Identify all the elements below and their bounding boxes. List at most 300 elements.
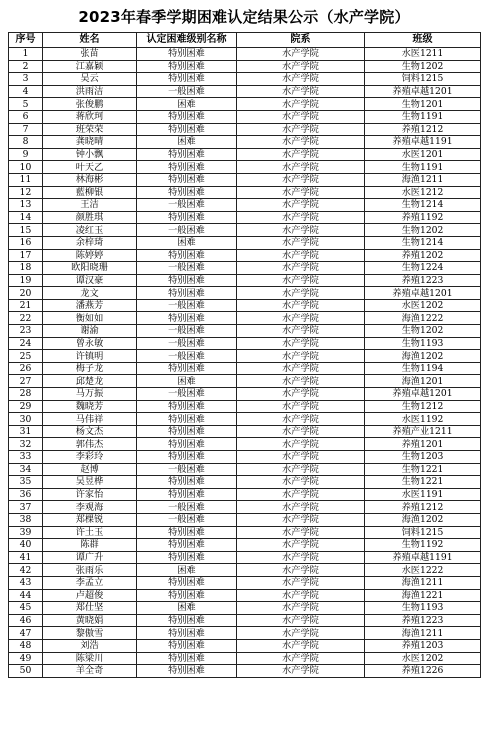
- cell-department: 水产学院: [237, 224, 365, 237]
- cell-seq: 11: [9, 173, 43, 186]
- table-row: [9, 60, 481, 73]
- table-row: [9, 564, 481, 577]
- cell-class: 生物1221: [365, 463, 481, 476]
- cell-level: 特别困难: [137, 362, 237, 375]
- cell-level: 一般困难: [137, 388, 237, 401]
- table-row: [9, 148, 481, 161]
- cell-seq: 43: [9, 576, 43, 589]
- cell-level: 特别困难: [137, 576, 237, 589]
- cell-class: 养殖卓越1191: [365, 136, 481, 149]
- cell-class: 海渔1222: [365, 312, 481, 325]
- table-row: [9, 287, 481, 300]
- cell-class: 生物1221: [365, 476, 481, 489]
- cell-seq: 28: [9, 388, 43, 401]
- cell-seq: 46: [9, 614, 43, 627]
- cell-level: 特别困难: [137, 249, 237, 262]
- cell-department: 水产学院: [237, 236, 365, 249]
- table-row: [9, 236, 481, 249]
- cell-name: 吴昱桦: [43, 476, 137, 489]
- table-row: [9, 589, 481, 602]
- table-row: [9, 551, 481, 564]
- cell-name: 梅子龙: [43, 362, 137, 375]
- table-row: [9, 161, 481, 174]
- cell-level: 一般困难: [137, 513, 237, 526]
- table-row: [9, 614, 481, 627]
- cell-department: 水产学院: [237, 551, 365, 564]
- table-row: [9, 602, 481, 615]
- cell-level: 特别困难: [137, 148, 237, 161]
- cell-level: 一般困难: [137, 337, 237, 350]
- cell-class: 养殖卓越1201: [365, 85, 481, 98]
- cell-level: 特别困难: [137, 488, 237, 501]
- table-row: [9, 48, 481, 61]
- cell-department: 水产学院: [237, 665, 365, 678]
- cell-class: 生物1194: [365, 362, 481, 375]
- cell-seq: 49: [9, 652, 43, 665]
- cell-level: 特别困难: [137, 211, 237, 224]
- cell-department: 水产学院: [237, 299, 365, 312]
- cell-department: 水产学院: [237, 325, 365, 338]
- cell-department: 水产学院: [237, 287, 365, 300]
- cell-level: 一般困难: [137, 224, 237, 237]
- cell-department: 水产学院: [237, 362, 365, 375]
- cell-level: 特别困难: [137, 186, 237, 199]
- cell-seq: 22: [9, 312, 43, 325]
- table-row: [9, 211, 481, 224]
- cell-seq: 50: [9, 665, 43, 678]
- table-row: [9, 375, 481, 388]
- table-row: [9, 186, 481, 199]
- document-page: [8, 2, 480, 678]
- table-row: [9, 451, 481, 464]
- cell-class: 水医1192: [365, 413, 481, 426]
- cell-department: 水产学院: [237, 98, 365, 111]
- cell-level: 特别困难: [137, 73, 237, 86]
- cell-class: 生物1193: [365, 602, 481, 615]
- cell-seq: 18: [9, 262, 43, 275]
- cell-name: 陈群: [43, 539, 137, 552]
- header-name: 姓名: [43, 33, 137, 48]
- cell-name: 郑仕坚: [43, 602, 137, 615]
- cell-level: 特别困难: [137, 526, 237, 539]
- table-row: [9, 123, 481, 136]
- cell-level: 困难: [137, 136, 237, 149]
- cell-class: 养殖1223: [365, 614, 481, 627]
- cell-name: 赵博: [43, 463, 137, 476]
- cell-class: 生物1202: [365, 60, 481, 73]
- cell-department: 水产学院: [237, 614, 365, 627]
- cell-name: 张雨乐: [43, 564, 137, 577]
- cell-level: 一般困难: [137, 463, 237, 476]
- cell-department: 水产学院: [237, 501, 365, 514]
- cell-department: 水产学院: [237, 413, 365, 426]
- cell-level: 困难: [137, 98, 237, 111]
- cell-department: 水产学院: [237, 73, 365, 86]
- cell-class: 养殖1201: [365, 438, 481, 451]
- cell-name: 欧阳晓珊: [43, 262, 137, 275]
- cell-name: 黄晓娟: [43, 614, 137, 627]
- cell-class: 水医1212: [365, 186, 481, 199]
- cell-class: 海渔1221: [365, 589, 481, 602]
- cell-class: 饲料1215: [365, 526, 481, 539]
- cell-level: 特别困难: [137, 665, 237, 678]
- cell-department: 水产学院: [237, 186, 365, 199]
- cell-name: 班荣荣: [43, 123, 137, 136]
- cell-class: 养殖1202: [365, 249, 481, 262]
- cell-department: 水产学院: [237, 476, 365, 489]
- table-body: [9, 48, 481, 678]
- cell-class: 养殖产业1211: [365, 425, 481, 438]
- cell-level: 一般困难: [137, 325, 237, 338]
- table-row: [9, 665, 481, 678]
- table-row: [9, 388, 481, 401]
- page-title: 2023年春季学期困难认定结果公示（水产学院）: [78, 8, 410, 26]
- cell-name: 衡如如: [43, 312, 137, 325]
- cell-name: 王洁: [43, 199, 137, 212]
- cell-level: 特别困难: [137, 451, 237, 464]
- table-row: [9, 488, 481, 501]
- cell-department: 水产学院: [237, 85, 365, 98]
- cell-class: 生物1224: [365, 262, 481, 275]
- cell-seq: 15: [9, 224, 43, 237]
- cell-department: 水产学院: [237, 199, 365, 212]
- cell-department: 水产学院: [237, 48, 365, 61]
- cell-seq: 36: [9, 488, 43, 501]
- cell-name: 刘浩: [43, 639, 137, 652]
- cell-level: 困难: [137, 375, 237, 388]
- cell-seq: 2: [9, 60, 43, 73]
- cell-level: 特别困难: [137, 110, 237, 123]
- cell-department: 水产学院: [237, 400, 365, 413]
- cell-class: 海渔1201: [365, 375, 481, 388]
- header-seq: 序号: [9, 33, 43, 48]
- cell-seq: 25: [9, 350, 43, 363]
- cell-department: 水产学院: [237, 388, 365, 401]
- cell-seq: 16: [9, 236, 43, 249]
- table-row: [9, 136, 481, 149]
- cell-name: 许家怡: [43, 488, 137, 501]
- cell-level: 困难: [137, 564, 237, 577]
- cell-name: 凌红玉: [43, 224, 137, 237]
- table-row: [9, 337, 481, 350]
- cell-department: 水产学院: [237, 425, 365, 438]
- cell-department: 水产学院: [237, 627, 365, 640]
- table-row: [9, 400, 481, 413]
- cell-department: 水产学院: [237, 173, 365, 186]
- cell-level: 特别困难: [137, 589, 237, 602]
- cell-name: 曾永敏: [43, 337, 137, 350]
- cell-class: 养殖1203: [365, 639, 481, 652]
- cell-name: 卢超俊: [43, 589, 137, 602]
- cell-name: 郭伟杰: [43, 438, 137, 451]
- cell-class: 饲料1215: [365, 73, 481, 86]
- table-row: [9, 539, 481, 552]
- cell-level: 一般困难: [137, 299, 237, 312]
- cell-level: 一般困难: [137, 501, 237, 514]
- cell-name: 谢渝: [43, 325, 137, 338]
- cell-seq: 30: [9, 413, 43, 426]
- cell-department: 水产学院: [237, 451, 365, 464]
- cell-seq: 20: [9, 287, 43, 300]
- cell-level: 特别困难: [137, 652, 237, 665]
- cell-seq: 42: [9, 564, 43, 577]
- cell-class: 养殖卓越1201: [365, 388, 481, 401]
- cell-level: 一般困难: [137, 85, 237, 98]
- cell-level: 特别困难: [137, 123, 237, 136]
- table-row: [9, 627, 481, 640]
- cell-class: 生物1201: [365, 98, 481, 111]
- cell-seq: 26: [9, 362, 43, 375]
- cell-department: 水产学院: [237, 564, 365, 577]
- cell-seq: 10: [9, 161, 43, 174]
- table-row: [9, 73, 481, 86]
- cell-department: 水产学院: [237, 576, 365, 589]
- cell-seq: 12: [9, 186, 43, 199]
- cell-class: 生物1203: [365, 451, 481, 464]
- cell-department: 水产学院: [237, 539, 365, 552]
- table-row: [9, 501, 481, 514]
- cell-name: 许镇明: [43, 350, 137, 363]
- cell-seq: 34: [9, 463, 43, 476]
- cell-class: 养殖1223: [365, 274, 481, 287]
- cell-department: 水产学院: [237, 161, 365, 174]
- cell-class: 养殖1212: [365, 123, 481, 136]
- cell-level: 特别困难: [137, 438, 237, 451]
- cell-name: 潘燕芳: [43, 299, 137, 312]
- cell-seq: 40: [9, 539, 43, 552]
- table-row: [9, 526, 481, 539]
- cell-class: 生物1192: [365, 539, 481, 552]
- cell-department: 水产学院: [237, 350, 365, 363]
- cell-department: 水产学院: [237, 136, 365, 149]
- cell-name: 邱楚龙: [43, 375, 137, 388]
- cell-name: 洪雨洁: [43, 85, 137, 98]
- cell-seq: 31: [9, 425, 43, 438]
- cell-seq: 3: [9, 73, 43, 86]
- cell-name: 魏晓芳: [43, 400, 137, 413]
- cell-name: 颜胜琪: [43, 211, 137, 224]
- cell-department: 水产学院: [237, 602, 365, 615]
- cell-seq: 41: [9, 551, 43, 564]
- cell-class: 生物1202: [365, 325, 481, 338]
- table-row: [9, 463, 481, 476]
- table-row: [9, 199, 481, 212]
- cell-department: 水产学院: [237, 639, 365, 652]
- cell-class: 水医1191: [365, 488, 481, 501]
- cell-level: 特别困难: [137, 173, 237, 186]
- table-row: [9, 110, 481, 123]
- cell-seq: 17: [9, 249, 43, 262]
- cell-class: 水医1222: [365, 564, 481, 577]
- cell-seq: 1: [9, 48, 43, 61]
- cell-department: 水产学院: [237, 110, 365, 123]
- cell-class: 养殖卓越1201: [365, 287, 481, 300]
- cell-department: 水产学院: [237, 249, 365, 262]
- cell-level: 特别困难: [137, 639, 237, 652]
- cell-name: 郑棵锐: [43, 513, 137, 526]
- table-row: [9, 413, 481, 426]
- cell-name: 谭汉豪: [43, 274, 137, 287]
- cell-name: 林海彬: [43, 173, 137, 186]
- cell-seq: 13: [9, 199, 43, 212]
- cell-name: 马伟祥: [43, 413, 137, 426]
- cell-department: 水产学院: [237, 652, 365, 665]
- table-row: [9, 425, 481, 438]
- table-row: [9, 85, 481, 98]
- cell-seq: 37: [9, 501, 43, 514]
- cell-name: 陈婷婷: [43, 249, 137, 262]
- cell-name: 张俊鹏: [43, 98, 137, 111]
- cell-name: 吴云: [43, 73, 137, 86]
- cell-name: 江嘉颖: [43, 60, 137, 73]
- cell-seq: 27: [9, 375, 43, 388]
- cell-level: 困难: [137, 236, 237, 249]
- cell-level: 特别困难: [137, 614, 237, 627]
- cell-class: 水医1201: [365, 148, 481, 161]
- cell-level: 特别困难: [137, 274, 237, 287]
- table-row: [9, 224, 481, 237]
- cell-name: 龙文: [43, 287, 137, 300]
- cell-level: 一般困难: [137, 350, 237, 363]
- cell-seq: 23: [9, 325, 43, 338]
- cell-class: 生物1202: [365, 224, 481, 237]
- cell-seq: 7: [9, 123, 43, 136]
- cell-department: 水产学院: [237, 589, 365, 602]
- cell-class: 水医1202: [365, 299, 481, 312]
- cell-name: 李观海: [43, 501, 137, 514]
- cell-name: 叶天乙: [43, 161, 137, 174]
- cell-class: 生物1191: [365, 161, 481, 174]
- cell-seq: 21: [9, 299, 43, 312]
- cell-class: 水医1202: [365, 652, 481, 665]
- cell-seq: 6: [9, 110, 43, 123]
- cell-class: 养殖卓越1191: [365, 551, 481, 564]
- cell-name: 羊全奇: [43, 665, 137, 678]
- cell-seq: 35: [9, 476, 43, 489]
- cell-seq: 9: [9, 148, 43, 161]
- table-row: [9, 262, 481, 275]
- cell-department: 水产学院: [237, 513, 365, 526]
- cell-level: 特别困难: [137, 161, 237, 174]
- cell-name: 张苗: [43, 48, 137, 61]
- header-class: 班级: [365, 33, 481, 48]
- table-row: [9, 98, 481, 111]
- cell-name: 马万振: [43, 388, 137, 401]
- cell-seq: 45: [9, 602, 43, 615]
- cell-name: 藍柳银: [43, 186, 137, 199]
- cell-name: 黎傲雪: [43, 627, 137, 640]
- table-row: [9, 513, 481, 526]
- table-row: [9, 639, 481, 652]
- table-row: [9, 274, 481, 287]
- cell-class: 海渔1202: [365, 513, 481, 526]
- table-row: [9, 362, 481, 375]
- cell-department: 水产学院: [237, 463, 365, 476]
- cell-class: 养殖1226: [365, 665, 481, 678]
- cell-name: 许土玉: [43, 526, 137, 539]
- cell-seq: 44: [9, 589, 43, 602]
- cell-class: 海渔1211: [365, 173, 481, 186]
- table-row: [9, 350, 481, 363]
- cell-seq: 5: [9, 98, 43, 111]
- cell-level: 特别困难: [137, 551, 237, 564]
- table-row: [9, 652, 481, 665]
- cell-department: 水产学院: [237, 438, 365, 451]
- cell-name: 龚晓晴: [43, 136, 137, 149]
- cell-level: 特别困难: [137, 539, 237, 552]
- cell-seq: 29: [9, 400, 43, 413]
- table-row: [9, 438, 481, 451]
- table-header-row: [9, 33, 481, 48]
- header-department: 院系: [237, 33, 365, 48]
- table-row: [9, 325, 481, 338]
- cell-level: 困难: [137, 602, 237, 615]
- cell-department: 水产学院: [237, 211, 365, 224]
- cell-department: 水产学院: [237, 375, 365, 388]
- cell-class: 生物1212: [365, 400, 481, 413]
- cell-seq: 39: [9, 526, 43, 539]
- cell-class: 生物1214: [365, 199, 481, 212]
- cell-seq: 47: [9, 627, 43, 640]
- cell-seq: 33: [9, 451, 43, 464]
- cell-name: 蒋欣珂: [43, 110, 137, 123]
- cell-level: 特别困难: [137, 312, 237, 325]
- cell-class: 生物1191: [365, 110, 481, 123]
- cell-department: 水产学院: [237, 526, 365, 539]
- cell-seq: 19: [9, 274, 43, 287]
- table-row: [9, 312, 481, 325]
- cell-class: 生物1214: [365, 236, 481, 249]
- result-table: [8, 32, 481, 678]
- cell-seq: 24: [9, 337, 43, 350]
- cell-class: 海渔1202: [365, 350, 481, 363]
- cell-class: 养殖1212: [365, 501, 481, 514]
- cell-class: 生物1193: [365, 337, 481, 350]
- cell-seq: 32: [9, 438, 43, 451]
- cell-class: 海渔1211: [365, 627, 481, 640]
- cell-seq: 4: [9, 85, 43, 98]
- cell-department: 水产学院: [237, 148, 365, 161]
- table-row: [9, 299, 481, 312]
- cell-level: 特别困难: [137, 400, 237, 413]
- table-row: [9, 173, 481, 186]
- cell-department: 水产学院: [237, 488, 365, 501]
- cell-level: 特别困难: [137, 627, 237, 640]
- cell-level: 特别困难: [137, 60, 237, 73]
- table-row: [9, 249, 481, 262]
- cell-name: 李彩玲: [43, 451, 137, 464]
- cell-class: 养殖1192: [365, 211, 481, 224]
- table-row: [9, 476, 481, 489]
- cell-level: 特别困难: [137, 48, 237, 61]
- cell-level: 一般困难: [137, 262, 237, 275]
- header-level: 认定困难级别名称: [137, 33, 237, 48]
- table-row: [9, 576, 481, 589]
- cell-level: 特别困难: [137, 476, 237, 489]
- cell-seq: 8: [9, 136, 43, 149]
- cell-name: 余梓琦: [43, 236, 137, 249]
- cell-name: 谭广升: [43, 551, 137, 564]
- cell-department: 水产学院: [237, 312, 365, 325]
- cell-seq: 48: [9, 639, 43, 652]
- cell-department: 水产学院: [237, 337, 365, 350]
- cell-department: 水产学院: [237, 274, 365, 287]
- cell-seq: 38: [9, 513, 43, 526]
- cell-department: 水产学院: [237, 123, 365, 136]
- cell-name: 钟小飘: [43, 148, 137, 161]
- cell-department: 水产学院: [237, 60, 365, 73]
- cell-level: 特别困难: [137, 425, 237, 438]
